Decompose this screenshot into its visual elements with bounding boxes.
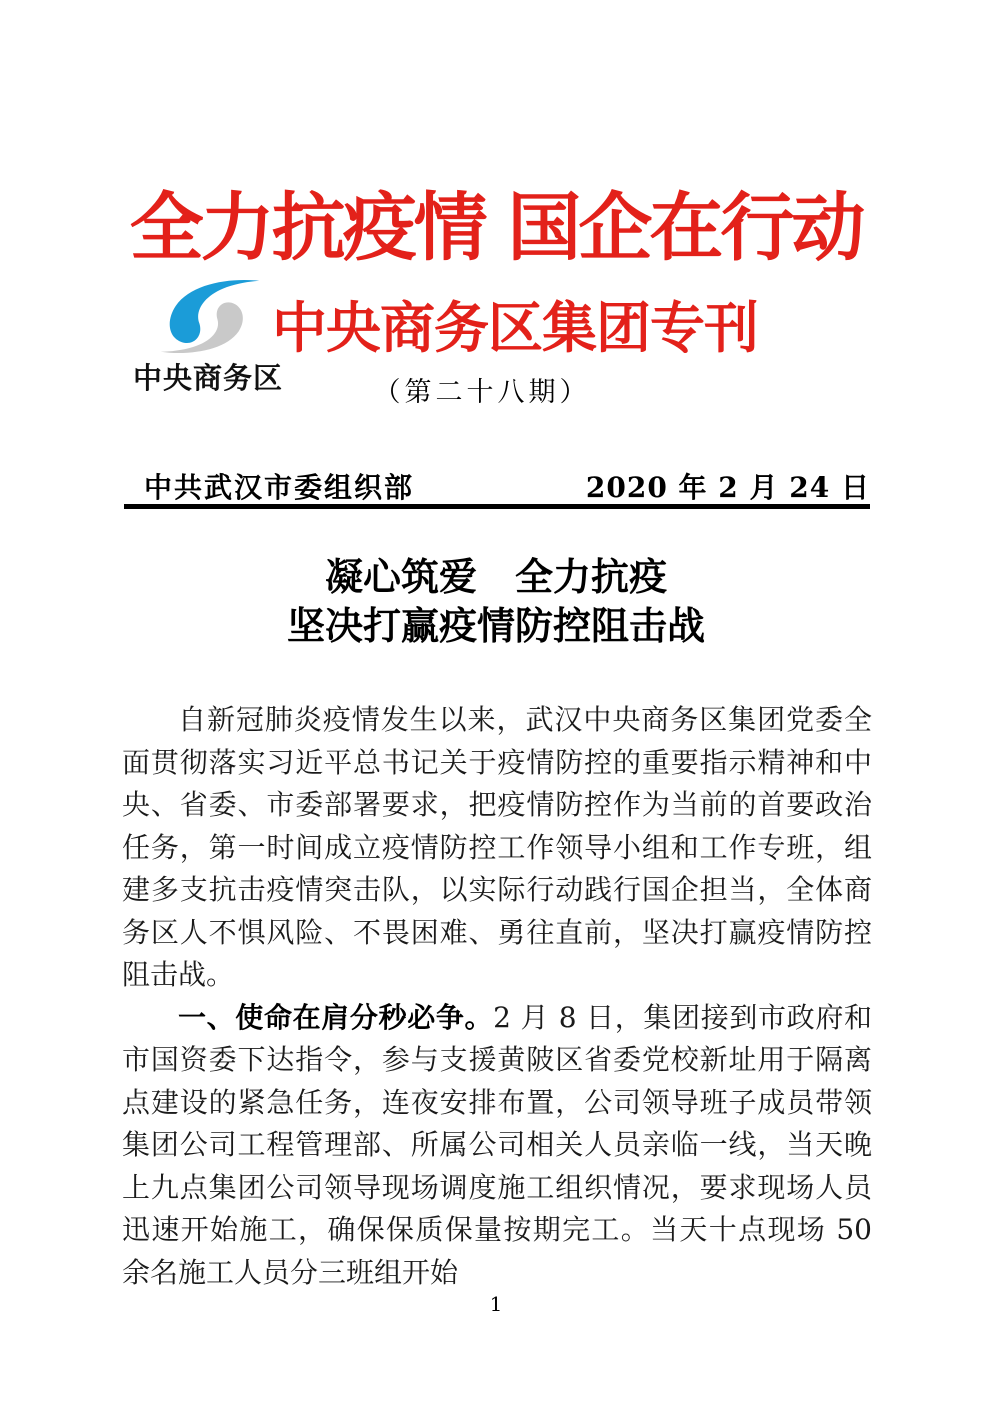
- article-paragraph-1: [122, 699, 872, 997]
- article-heading: [0, 552, 992, 650]
- logo-caption: 中央商务区: [132, 361, 283, 395]
- article-body: [122, 699, 872, 1294]
- masthead-issuer: 中共武汉市委组织部: [144, 471, 415, 504]
- masthead-row: [124, 466, 870, 506]
- paragraph-2-text: 2 月 8 日，集团接到市政府和市国资委下达指令，参与支援黄陂区省委党校新址用于隔离点建设的紧急任务，连夜安排布置，公司领导班子成员带领集团公司工程管理部、所属公司相关人员亲临一线，当天晚上九点集团公司领导现场调度施工组织情况，要求现场人员迅速开始施工，确保保质保量按期完工。当天十点现场 50 余名施工人员分三班组开始: [122, 1000, 872, 1289]
- masthead-divider-rule: [124, 504, 870, 509]
- masthead-date: 2020 年 2 月 24 日: [585, 471, 870, 504]
- article-heading-line2: 坚决打赢疫情防控阻击战: [286, 603, 705, 648]
- journal-name: 中央商务区集团专刊: [272, 295, 759, 360]
- article-paragraph-2: [122, 997, 872, 1295]
- paragraph-1-text: 自新冠肺炎疫情发生以来，武汉中央商务区集团党委全面贯彻落实习近平总书记关于疫情防控的重要指示精神和中央、省委、市委部署要求，把疫情防控作为当前的首要政治任务，第一时间成立疫情防控工作领导小组和工作专班，组建多支抗击疫情突击队，以实际行动践行国企担当，全体商务区人不惧风险、不畏困难、勇往直前，坚决打赢疫情防控阻击战。: [122, 703, 872, 991]
- logo-blue-swoosh: [170, 280, 260, 343]
- page-number: 1: [489, 1292, 503, 1316]
- issue-number: （第二十八期）: [373, 377, 591, 408]
- cbd-swoosh-icon: [149, 276, 267, 358]
- paragraph-2-lead: 一、使命在肩分秒必争。: [178, 1000, 494, 1034]
- newsletter-main-title: 全力抗疫情 国企在行动: [129, 185, 863, 271]
- article-heading-line1: 凝心筑爱 全力抗疫: [324, 554, 667, 599]
